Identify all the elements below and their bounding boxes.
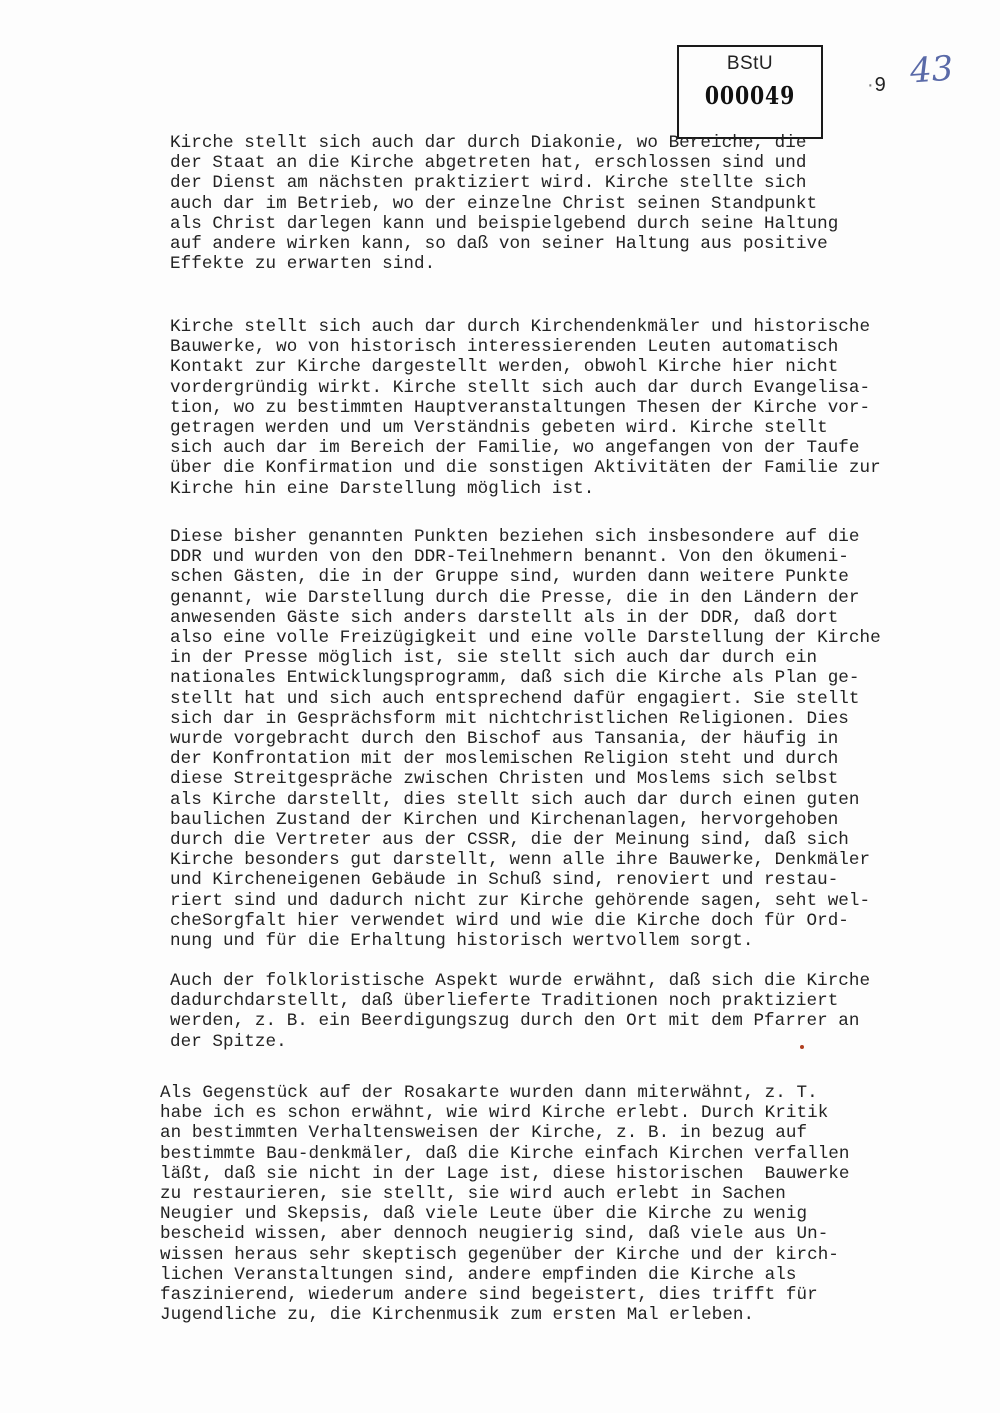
text-line: riert sind und dadurch nicht zur Kirche gehörende sagen, seht wel- bbox=[170, 890, 871, 911]
text-line: wurde vorgebracht durch den Bischof aus Tansania, der häufig in bbox=[170, 729, 839, 750]
text-line: nung und für die Erhaltung historisch wertvollem sorgt. bbox=[170, 931, 754, 952]
text-line: der Spitze. bbox=[170, 1031, 287, 1052]
text-line: und Kircheneigenen Gebäude in Schuß sind, renoviert und restau- bbox=[170, 870, 839, 891]
text-line: Kirche stellt sich auch dar durch Diakonie, wo Bereiche, die bbox=[170, 133, 807, 153]
text-line: der Konfrontation mit der moslemischen Religion steht und durch bbox=[170, 749, 839, 770]
text-line: sich auch dar im Bereich der Familie, wo angefangen von der Taufe bbox=[170, 438, 860, 459]
text-line: sich dar in Gesprächsform mit nichtchristlichen Religionen. Dies bbox=[170, 708, 849, 729]
text-line: dadurchdarstellt, daß überlieferte Traditionen noch praktiziert bbox=[170, 991, 839, 1012]
text-line: Bauwerke, wo von historisch interessierenden Leuten automatisch bbox=[170, 337, 839, 358]
text-line: tion, wo zu bestimmten Hauptveranstaltungen Thesen der Kirche vor- bbox=[170, 397, 871, 418]
text-line: Auch der folkloristische Aspekt wurde erwähnt, daß sich die Kirche bbox=[170, 971, 871, 991]
stamp-number: 000049 bbox=[704, 81, 796, 110]
text-line: als Christ darlegen kann und beispielgebend durch seine Haltung bbox=[170, 213, 839, 234]
stamp-label: BStU bbox=[726, 53, 774, 74]
text-line: in der Presse möglich ist, sie stellt sich auch dar durch ein bbox=[170, 648, 818, 669]
text-line: cheSorgfalt hier verwendet wird und wie die Kirche doch für Ord- bbox=[170, 910, 849, 931]
text-line: anwesenden Gäste sich anders darstellt als in der DDR, daß dort bbox=[170, 607, 839, 628]
text-line: auf andere wirken kann, so daß von seiner Haltung aus positive bbox=[170, 234, 828, 255]
paragraph-diakonie bbox=[170, 133, 838, 274]
text-line: Kontakt zur Kirche dargestellt werden, obwohl Kirche hier nicht bbox=[170, 357, 839, 378]
text-line: faszinierend, wiederum andere sind begeistert, dies trifft für bbox=[160, 1285, 818, 1306]
text-line: DDR und wurden von den DDR-Teilnehmern benannt. Von den ökumeni- bbox=[170, 547, 849, 568]
text-line: durch die Vertreter aus der CSSR, die der Meinung sind, daß sich bbox=[170, 830, 849, 851]
paragraph-denkmaeler bbox=[170, 317, 881, 499]
page-number: · 9 bbox=[867, 74, 886, 97]
text-line: der Dienst am nächsten praktiziert wird. Kirche stellte sich bbox=[170, 173, 807, 194]
text-line: als Kirche darstellt, dies stellt sich auch dar durch einen guten bbox=[170, 789, 860, 810]
text-line: der Staat an die Kirche abgetreten hat, erschlossen sind und bbox=[170, 153, 807, 174]
text-line: also eine volle Freizügigkeit und eine volle Darstellung der Kirche bbox=[170, 628, 881, 649]
text-line: läßt, daß sie nicht in der Lage ist, diese historischen Bauwerke bbox=[160, 1163, 850, 1184]
paragraph-rosakarte bbox=[160, 1083, 850, 1325]
text-line: vordergründig wirkt. Kirche stellt sich auch dar durch Evangelisa- bbox=[170, 377, 871, 398]
ink-speck bbox=[800, 1045, 804, 1049]
text-line: zu restaurieren, sie stellt, sie wird auch erlebt in Sachen bbox=[160, 1184, 786, 1205]
text-line: Effekte zu erwarten sind. bbox=[170, 254, 436, 275]
paragraph-ddr-punkte bbox=[170, 527, 881, 951]
text-line: über die Konfirmation und die sonstigen Aktivitäten der Familie zur bbox=[170, 458, 881, 479]
text-line: Diese bisher genannten Punkten beziehen sich insbesondere auf die bbox=[170, 527, 860, 547]
text-line: baulichen Zustand der Kirchen und Kirchenanlagen, hervorgehoben bbox=[170, 809, 839, 830]
text-line: genannt, wie Darstellung durch die Presse, die in den Ländern der bbox=[170, 587, 860, 608]
text-line: habe ich es schon erwähnt, wie wird Kirche erlebt. Durch Kritik bbox=[160, 1103, 829, 1124]
handwritten-page-number: 43 bbox=[908, 48, 955, 92]
text-line: diese Streitgespräche zwischen Christen und Moslems sich selbst bbox=[170, 769, 839, 790]
archive-stamp bbox=[677, 45, 823, 139]
text-line: nationales Entwicklungsprogramm, daß sich die Kirche als Plan ge- bbox=[170, 668, 860, 689]
text-line: stellt hat und sich auch entsprechend dafür engagiert. Sie stellt bbox=[170, 688, 860, 709]
text-line: Kirche hin eine Darstellung möglich ist. bbox=[170, 478, 595, 499]
text-line: wissen heraus sehr skeptisch gegenüber der Kirche und der kirch- bbox=[160, 1244, 839, 1265]
text-line: Kirche stellt sich auch dar durch Kirchendenkmäler und historische bbox=[170, 317, 871, 337]
text-line: an bestimmten Verhaltensweisen der Kirche, z. B. in bezug auf bbox=[160, 1123, 808, 1144]
text-line: bestimmte Bau-denkmäler, daß die Kirche einfach Kirchen verfallen bbox=[160, 1143, 850, 1164]
text-line: auch dar im Betrieb, wo der einzelne Christ seinen Standpunkt bbox=[170, 193, 818, 214]
text-line: getragen werden und um Verständnis gebeten wird. Kirche stellt bbox=[170, 418, 828, 439]
text-line: Jugendliche zu, die Kirchenmusik zum ersten Mal erleben. bbox=[160, 1305, 755, 1326]
text-line: Als Gegenstück auf der Rosakarte wurden dann miterwähnt, z. T. bbox=[160, 1083, 818, 1103]
text-line: lichen Veranstaltungen sind, andere empfinden die Kirche als bbox=[160, 1264, 797, 1285]
paragraph-folklore bbox=[170, 971, 870, 1052]
text-line: bescheid wissen, aber dennoch neugierig sind, daß viele aus Un- bbox=[160, 1224, 829, 1245]
text-line: Neugier und Skepsis, daß viele Leute über die Kirche zu wenig bbox=[160, 1204, 808, 1225]
text-line: Kirche besonders gut darstellt, wenn alle ihre Bauwerke, Denkmäler bbox=[170, 850, 871, 871]
text-line: werden, z. B. ein Beerdigungszug durch den Ort mit dem Pfarrer an bbox=[170, 1011, 860, 1032]
text-line: schen Gästen, die in der Gruppe sind, wurden dann weitere Punkte bbox=[170, 567, 849, 588]
